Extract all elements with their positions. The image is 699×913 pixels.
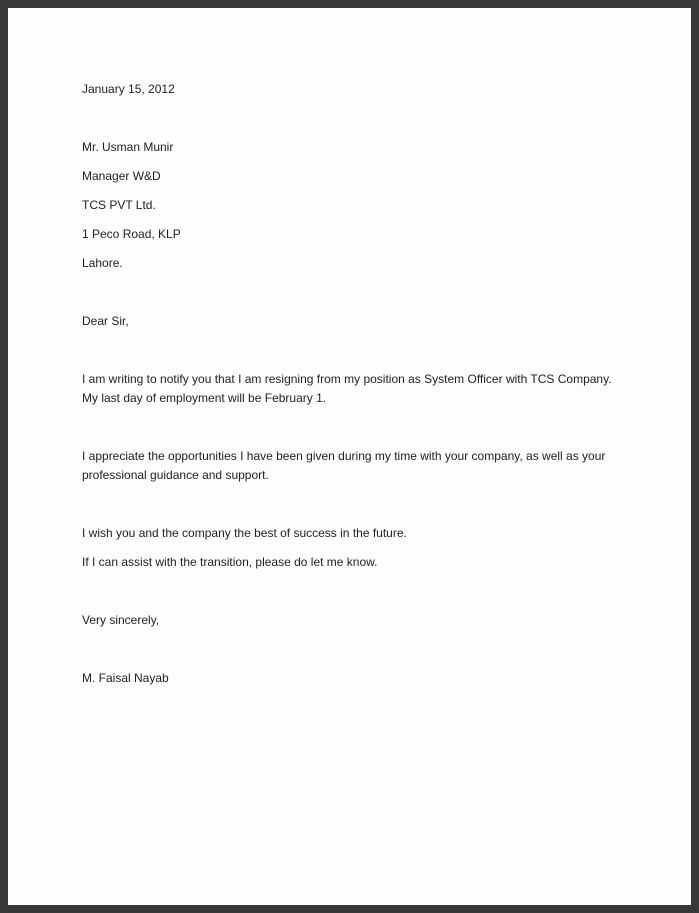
salutation: Dear Sir, <box>82 314 129 328</box>
recipient-title: Manager W&D <box>82 169 161 183</box>
resignation-letter <box>8 8 691 688</box>
recipient-block <box>82 138 621 273</box>
body-paragraph-4: If I can assist with the transition, please do let me know. <box>82 555 378 569</box>
recipient-company: TCS PVT Ltd. <box>82 198 156 212</box>
letter-body <box>82 370 621 572</box>
signature-name: M. Faisal Nayab <box>82 671 169 685</box>
closing: Very sincerely, <box>82 613 160 627</box>
recipient-address: 1 Peco Road, KLP <box>82 227 181 241</box>
recipient-name: Mr. Usman Munir <box>82 140 174 154</box>
body-paragraph-3: I wish you and the company the best of success in the future. <box>82 526 407 540</box>
recipient-city: Lahore. <box>82 256 123 270</box>
letter-date: January 15, 2012 <box>82 82 175 96</box>
body-paragraph-2: I appreciate the opportunities I have been given during my time with your company, as well as your professional guidance and support. <box>82 449 606 482</box>
body-paragraph-1: I am writing to notify you that I am resigning from my position as System Officer with TCS Company. My last day of employment will be February 1. <box>82 372 612 405</box>
